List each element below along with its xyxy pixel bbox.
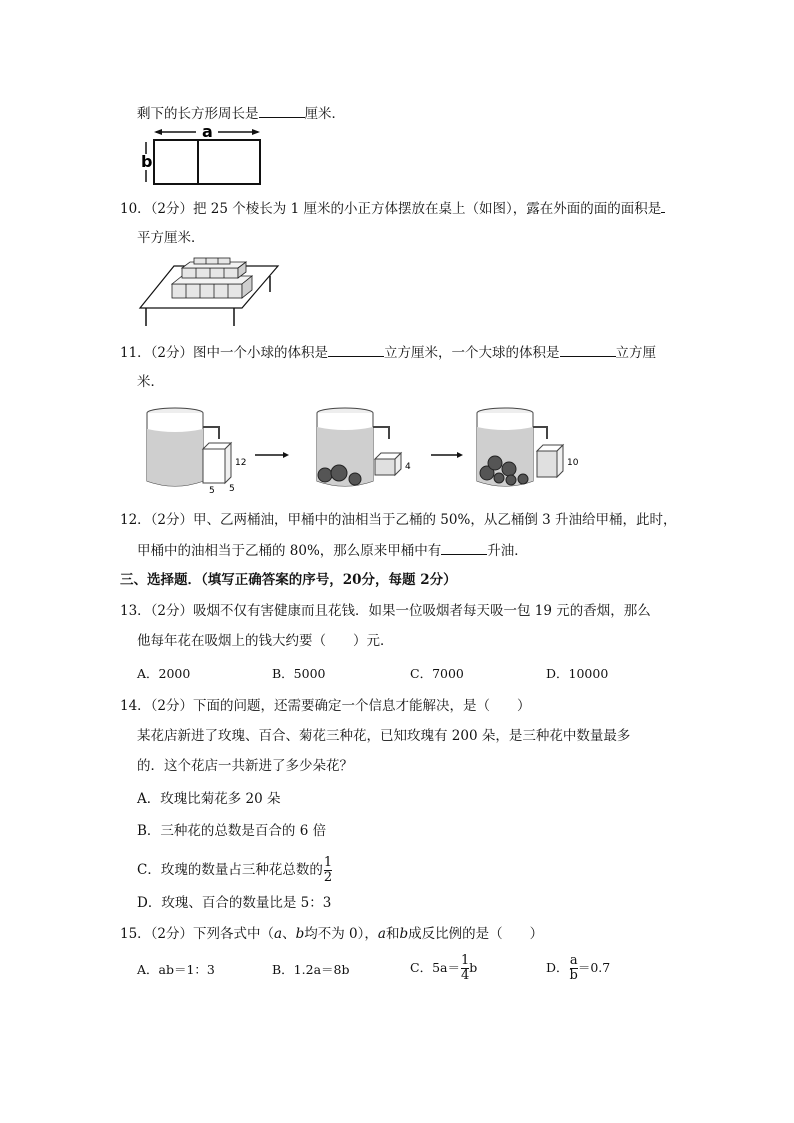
q13-line1: 13．（2分）吸烟不仅有害健康而且花钱．如果一位吸烟者每天吸一包 19 元的香烟，那么 — [120, 603, 651, 619]
label-b: b — [141, 152, 153, 171]
container-3 — [477, 408, 579, 486]
answer-blank — [560, 342, 616, 357]
q12-line1: 12．（2分）甲、乙两桶油，甲桶中的油相当于乙桶的 50%，从乙桶倒 3 升油给甲桶，此时， — [120, 512, 677, 528]
answer-blank — [661, 198, 665, 213]
fraction: $\frac{1}{2}$ — [323, 855, 333, 885]
q13-option-d[interactable]: D．10000 — [546, 666, 609, 681]
fraction: $\frac{a}{b}$ — [569, 953, 578, 983]
q11-line2: 米． — [137, 374, 164, 390]
answer-blank — [328, 342, 384, 357]
q14-option-a[interactable]: A．玫瑰比菊花多 20 朵 — [137, 791, 281, 807]
q13-option-a[interactable]: A．2000 — [137, 666, 191, 681]
q14-line1: 14．（2分）下面的问题，还需要确定一个信息才能解决，是（ ） — [120, 698, 531, 714]
q12-line2: 甲桶中的油相当于乙桶的 80%，那么原来甲桶中有 升油． — [137, 540, 528, 561]
q15-option-c[interactable]: C．5a＝ $\frac{1}{4}$ b — [410, 953, 478, 983]
q15-line1: 15．（2分）下列各式中（a、b均不为 0），a和b成反比例的是（ ） — [120, 926, 544, 942]
label-a: a — [202, 122, 213, 141]
q15-option-a[interactable]: A．ab＝1：3 — [137, 962, 215, 977]
fraction: $\frac{1}{4}$ — [460, 953, 470, 983]
q9-rectangle-figure — [140, 124, 264, 188]
q14-stem-line2: 的．这个花店一共新进了多少朵花？ — [137, 758, 353, 774]
svg-text:5: 5 — [229, 484, 235, 494]
answer-blank — [259, 103, 305, 118]
svg-text:12: 12 — [235, 458, 247, 468]
q11-line1: 11．（2分）图中一个小球的体积是 立方厘米，一个大球的体积是 立方厘 — [120, 342, 656, 363]
q9-text: 剩下的长方形周长是 厘米． — [137, 103, 345, 124]
q14-stem-line1: 某花店新进了玫瑰、百合、菊花三种花，已知玫瑰有 200 朵，是三种花中数量最多 — [137, 728, 631, 744]
q13-option-b[interactable]: B．5000 — [272, 666, 326, 681]
q15-option-b[interactable]: B．1.2a＝8b — [272, 962, 350, 977]
svg-text:4: 4 — [405, 462, 411, 472]
q10-line2: 平方厘米． — [137, 230, 205, 246]
container-2 — [317, 408, 411, 486]
section-title: 三、选择题．（填写正确答案的序号，20分，每题 2分） — [120, 572, 457, 588]
q14-option-c[interactable]: C．玫瑰的数量占三种花总数的 $\frac{1}{2}$ — [137, 855, 333, 885]
q15-option-d[interactable]: D． $\frac{a}{b}$ ＝0.7 — [546, 953, 611, 983]
answer-blank — [441, 540, 487, 555]
q14-option-b[interactable]: B．三种花的总数是百合的 6 倍 — [137, 823, 327, 839]
svg-text:5: 5 — [209, 486, 215, 496]
svg-text:10: 10 — [567, 458, 579, 468]
q13-option-c[interactable]: C．7000 — [410, 666, 464, 681]
q13-line2: 他每年花在吸烟上的钱大约要（ ）元． — [137, 633, 394, 649]
q10-cubes-figure — [138, 256, 280, 330]
q11-containers-figure — [143, 403, 579, 496]
q10-line1: 10．（2分）把 25 个棱长为 1 厘米的小正方体摆放在桌上（如图），露在外面的面的面积是 — [120, 198, 665, 219]
container-1 — [147, 408, 246, 496]
q14-option-d[interactable]: D．玫瑰、百合的数量比是 5：3 — [137, 895, 332, 911]
